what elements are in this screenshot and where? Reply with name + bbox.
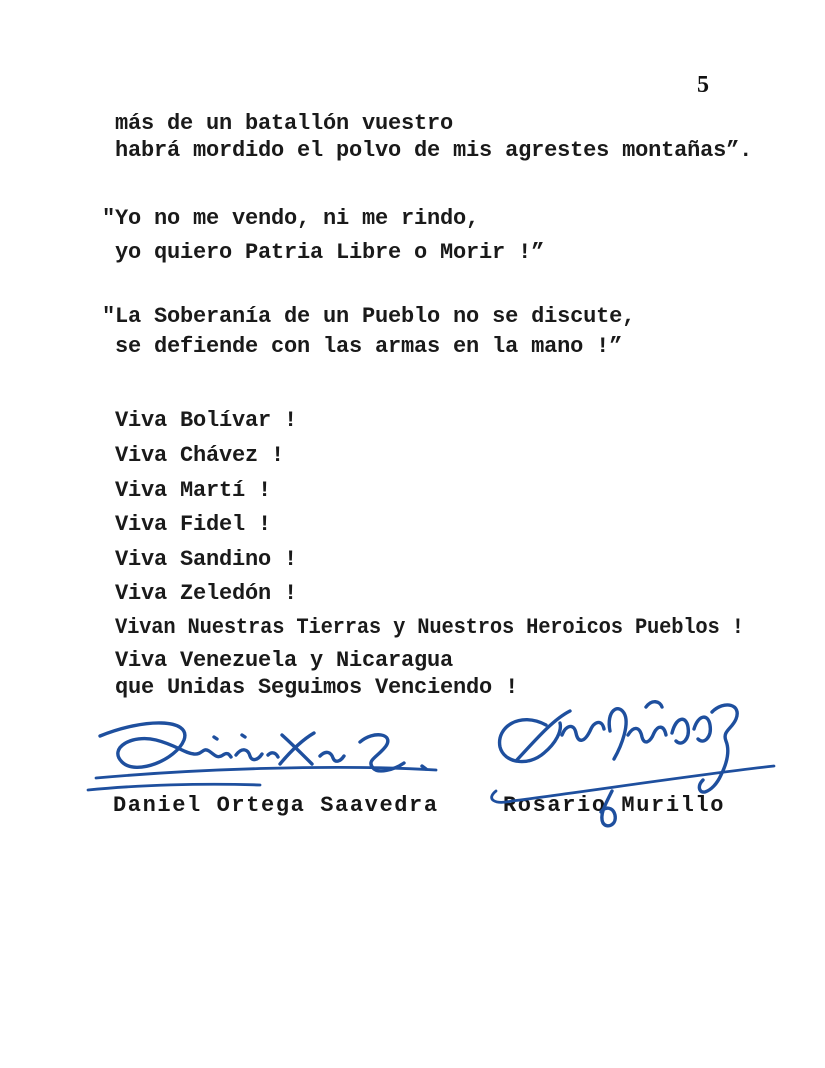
paragraph-1-line-1: más de un batallón vuestro <box>115 111 454 136</box>
viva-line-sandino: Viva Sandino ! <box>115 547 298 572</box>
viva-line-pueblos: Vivan Nuestras Tierras y Nuestros Heroicos Pueblos ! <box>115 615 744 640</box>
paragraph-1-line-2: habrá mordido el polvo de mis agrestes montañas”. <box>115 138 753 163</box>
viva-line-bolivar: Viva Bolívar ! <box>115 408 298 433</box>
daniel-ortega-signature <box>86 712 446 804</box>
signature-name-rosario-murillo: Rosario Murillo <box>503 793 726 818</box>
quote-2-line-1: "La Soberanía de un Pueblo no se discute, <box>102 304 636 329</box>
quote-1-line-1: "Yo no me vendo, ni me rindo, <box>102 206 480 231</box>
viva-line-fidel: Viva Fidel ! <box>115 512 272 537</box>
signature-name-daniel-ortega: Daniel Ortega Saavedra <box>113 793 439 818</box>
quote-1-line-2: yo quiero Patria Libre o Morir !” <box>115 240 545 265</box>
viva-line-chavez: Viva Chávez ! <box>115 443 285 468</box>
quote-2-line-2: se defiende con las armas en la mano !” <box>115 334 623 359</box>
page-number: 5 <box>697 72 709 98</box>
viva-line-marti: Viva Martí ! <box>115 478 272 503</box>
closing-line-1: Viva Venezuela y Nicaragua <box>115 648 454 673</box>
closing-line-2: que Unidas Seguimos Venciendo ! <box>115 675 519 700</box>
viva-line-zeledon: Viva Zeledón ! <box>115 581 298 606</box>
